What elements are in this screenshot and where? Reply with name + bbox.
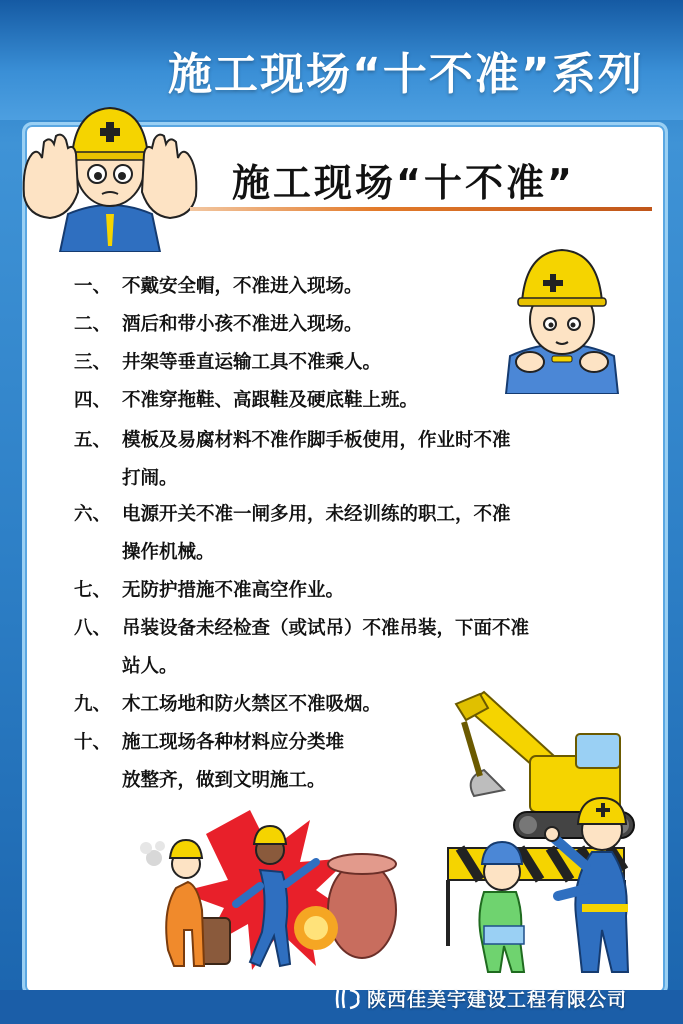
- stop-worker-illustration: [20, 96, 200, 252]
- company-name-text: 陕西佳美宇建设工程有限公司: [367, 989, 628, 1011]
- rule-text: 酒后和带小孩不准进入现场。: [122, 314, 363, 335]
- rule-number: 七、: [74, 580, 112, 601]
- rule-item: [74, 382, 418, 420]
- rule-text: 吊装设备未经检查（或试吊）不准吊装，下面不准: [122, 618, 530, 639]
- rule-number: 三、: [74, 352, 112, 373]
- rule-number: 四、: [74, 390, 112, 411]
- rule-text: 模板及易腐材料不准作脚手板使用，作业时不准: [122, 430, 511, 451]
- rule-item: [74, 496, 511, 572]
- rule-number: 十、: [74, 732, 112, 753]
- rule-number: 六、: [74, 504, 112, 525]
- title-underline: [190, 207, 652, 211]
- rule-text: 电源开关不准一闸多用，未经训练的职工，不准: [122, 504, 511, 525]
- rule-number: 一、: [74, 276, 112, 297]
- rule-item: [74, 610, 529, 686]
- company-name: [335, 985, 675, 1012]
- rule-item: [74, 724, 344, 800]
- series-title: 施工现场“十不准”系列: [168, 49, 644, 100]
- rule-item: [74, 344, 381, 382]
- rule-text: 木工场地和防火禁区不准吸烟。: [122, 694, 382, 715]
- worker-child-illustration: [446, 796, 652, 982]
- rule-number: 二、: [74, 314, 112, 335]
- rule-text-continued: 操作机械。: [122, 542, 215, 563]
- rule-number: 五、: [74, 430, 112, 451]
- rule-number: 八、: [74, 618, 112, 639]
- rule-item: [74, 422, 511, 498]
- rule-text: 施工现场各种材料应分类堆: [122, 732, 345, 753]
- rule-item: [74, 686, 381, 724]
- rule-text: 无防护措施不准高空作业。: [122, 580, 345, 601]
- rule-item: [74, 572, 344, 610]
- main-title: 施工现场“十不准”: [232, 161, 575, 205]
- rule-text-continued: 放整齐，做到文明施工。: [122, 770, 326, 791]
- explosion-illustration: [140, 800, 400, 976]
- rule-text-continued: 站人。: [122, 656, 178, 677]
- rule-text: 不准穿拖鞋、高跟鞋及硬底鞋上班。: [122, 390, 419, 411]
- rule-text: 不戴安全帽，不准进入现场。: [122, 276, 363, 297]
- worker-thinking-illustration: [496, 244, 628, 394]
- rule-item: [74, 268, 363, 306]
- rule-text-continued: 打闹。: [122, 468, 178, 489]
- rule-number: 九、: [74, 694, 112, 715]
- rule-text: 井架等垂直运输工具不准乘人。: [122, 352, 382, 373]
- rule-item: [74, 306, 363, 344]
